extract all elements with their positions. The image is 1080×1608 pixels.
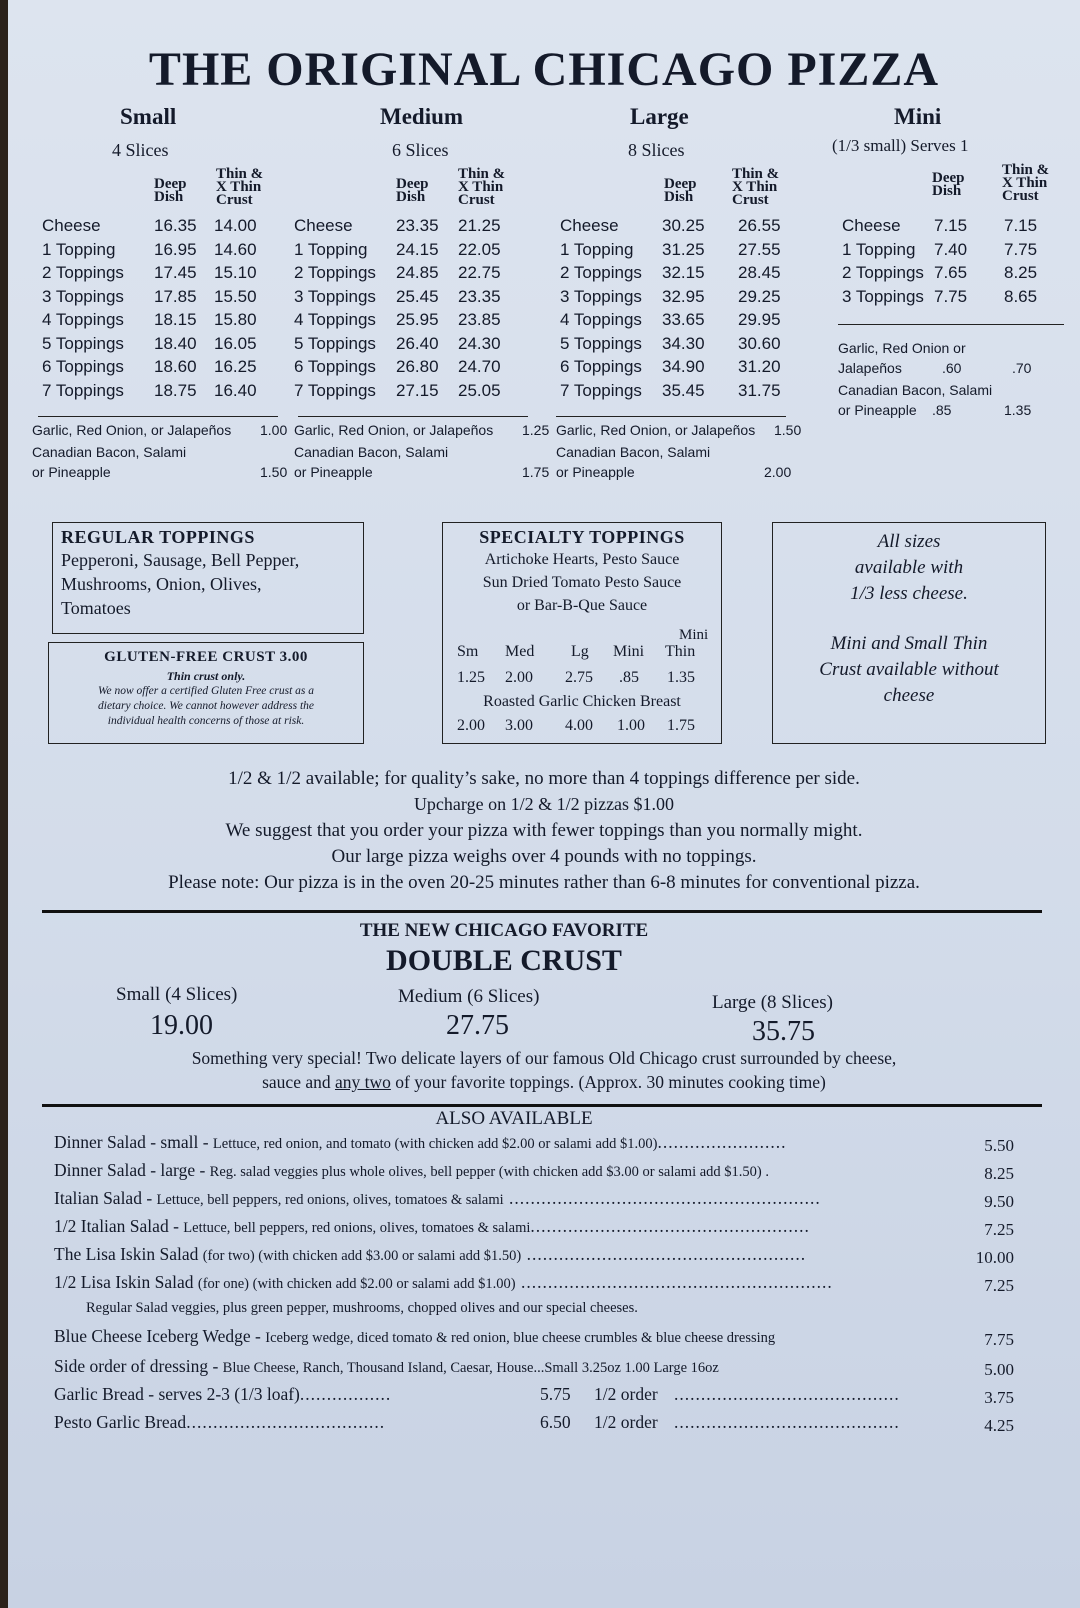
- menu-item: Pesto Garlic Bread..................................... 6.50 1/2 order .......................................... 4.25: [54, 1412, 1014, 1435]
- thin-crust-header: Thin & X Thin Crust: [458, 166, 506, 208]
- specialty-toppings-box: SPECIALTY TOPPINGS Artichoke Hearts, Pesto Sauce Sun Dried Tomato Pesto Sauce or Bar-B-Que Sauce Mini Sm Med Lg Mini Thin 1.25 2.00 2.75 .85 1.35 Roasted Garlic Chicken Breast 2.00 3.00 4.00 1.00 1.75: [442, 522, 722, 744]
- also-available-title: ALSO AVAILABLE: [435, 1108, 593, 1129]
- deep-dish-header: Deep Dish: [664, 176, 697, 205]
- double-crust-kicker: THE NEW CHICAGO FAVORITE: [359, 920, 649, 941]
- thin-crust-header: Thin & X Thin Crust: [216, 166, 264, 208]
- double-crust-price-large: 35.75: [752, 1016, 815, 1047]
- double-crust-size-large: Large (8 Slices): [712, 992, 833, 1013]
- menu-item: The Lisa Iskin Salad (for two) (with chicken add $3.00 or salami add $1.50) .................................................... 10.00: [54, 1244, 1014, 1267]
- size-slices: 8 Slices: [628, 140, 685, 160]
- double-crust-price-small: 19.00: [150, 1010, 213, 1041]
- divider: [38, 416, 278, 417]
- menu-item: Dinner Salad - large - Reg. salad veggies plus whole olives, bell pepper (with chicken add $3.00 or salami add $1.50) . 8.25: [54, 1160, 1014, 1183]
- menu-item: Side order of dressing - Blue Cheese, Ranch, Thousand Island, Caesar, House...Small 3.25oz 1.00 Large 16oz 5.00: [54, 1356, 1014, 1379]
- info-line: We suggest that you order your pizza with fewer toppings than you normally might.: [225, 820, 863, 841]
- section-divider: [42, 1104, 1042, 1107]
- regular-toppings-line: Mushrooms, Onion, Olives,: [61, 574, 262, 594]
- specialty-line: Artichoke Hearts, Pesto Sauce: [484, 551, 680, 568]
- divider: [298, 416, 528, 417]
- divider: [838, 324, 1064, 325]
- note-line: available with: [854, 557, 964, 578]
- regular-toppings-line: Tomatoes: [61, 598, 131, 618]
- size-name: Small: [120, 104, 177, 129]
- regular-toppings-box: [52, 522, 364, 634]
- gluten-free-note: individual health concerns of those at risk.: [107, 715, 305, 727]
- specialty-toppings-title: SPECIALTY TOPPINGS: [479, 527, 685, 547]
- size-slices: 6 Slices: [392, 140, 449, 160]
- menu-item: Italian Salad - Lettuce, bell peppers, red onions, olives, tomatoes & salami .......................................................... 9.50: [54, 1188, 1014, 1211]
- specialty-line: Sun Dried Tomato Pesto Sauce: [482, 574, 682, 591]
- double-crust-desc: Something very special! Two delicate layers of our famous Old Chicago crust surrounded by cheese,: [191, 1048, 897, 1068]
- note-line: All sizes: [877, 531, 941, 552]
- note-line: Mini and Small Thin: [830, 633, 988, 654]
- deep-dish-header: Deep Dish: [154, 176, 187, 205]
- size-name: Large: [630, 104, 689, 129]
- regular-toppings-line: Pepperoni, Sausage, Bell Pepper,: [61, 550, 300, 570]
- note-line: 1/3 less cheese.: [850, 583, 968, 604]
- specialty-line: or Bar-B-Que Sauce: [516, 597, 648, 614]
- double-crust-price-medium: 27.75: [446, 1010, 509, 1041]
- menu-item: 1/2 Italian Salad - Lettuce, bell peppers, red onions, olives, tomatoes & salami.................................................... 7.25: [54, 1216, 1014, 1239]
- info-line: Upcharge on 1/2 & 1/2 pizzas $1.00: [413, 794, 675, 814]
- gluten-free-note: dietary choice. We cannot however address the: [98, 700, 314, 712]
- note-line: cheese: [883, 685, 935, 706]
- menu-item: Garlic Bread - serves 2-3 (1/3 loaf)................. 5.75 1/2 order .......................................... 3.75: [54, 1384, 1014, 1407]
- menu-item: Blue Cheese Iceberg Wedge - Iceberg wedge, diced tomato & red onion, blue cheese crumbles & blue cheese dressing 7.75: [54, 1326, 1014, 1349]
- deep-dish-header: Deep Dish: [396, 176, 429, 205]
- info-line: Please note: Our pizza is in the oven 20-25 minutes rather than 6-8 minutes for conventional pizza.: [168, 872, 920, 893]
- cheese-notes-box: [772, 522, 1046, 744]
- gluten-free-box: [48, 642, 364, 744]
- size-slices: 4 Slices: [112, 140, 169, 160]
- size-name: Medium: [380, 104, 464, 129]
- menu-item: Dinner Salad - small - Lettuce, red onion, and tomato (with chicken add $2.00 or salami add $1.00)........................ 5.50: [54, 1132, 1014, 1155]
- thin-crust-header: Thin & X Thin Crust: [1002, 162, 1050, 204]
- double-crust-title: DOUBLE CRUST: [386, 944, 622, 977]
- double-crust-size-medium: Medium (6 Slices): [398, 986, 540, 1007]
- menu-page: THE ORIGINAL CHICAGO PIZZA Small 4 Slices Deep Dish Thin & X Thin Crust Cheese 16.35 14.00 1 Topping 16.95 14.60 2 Toppings 17.45 15.10 3 Toppings 17.85 15.50 4 Toppings 18.15 15.80 5 Toppings 18.40 16.05 6 Toppings 18.60 16.25 7 Toppings 18.75 16.40 Garlic, Red Onion, or Jalapeños 1.00 Canadian Bacon, Salami or Pineapple 1.50 Medium 6 Slices Deep Dish Thin & X Thin Crust Cheese 23.35 21.25 1 Topping 24.15 22.05 2 Toppings 24.85 22.75 3 Toppings 25.45 23.35 4 Toppings 25.95 23.85 5 Toppings 26.40 24.30 6 Toppings 26.80 24.70 7 Toppings 27.15 25.05 Garlic, Red Onion, or Jalapeños 1.25 Canadian Bacon, Salami or Pineapple 1.75 Large 8 Slices Deep Dish Thin & X Thin Crust Cheese 30.25 26.55 1 Topping 31.25 27.55 2 Toppings 32.15 28.45 3 Toppings 32.95 29.25 4 Toppings 33.65 29.95 5 Toppings 34.30 30.60 6 Toppings 34.90 31.20 7 Toppings 35.45 31.75 Garlic, Red Onion, or Jalapeños 1.50 Canadian Bacon, Salami or Pineapple 2.00 Mini (1/3 small) Serves 1 Deep Dish Thin & X Thin Crust Cheese 7.15 7.15 1 Topping 7.40 7.75 2 Toppings 7.65 8.25 3 Toppings 7.75 8.65 Garlic, Red Onion or Jalapeños .60 .70 Canadian Bacon, Salami or Pineapple .85 1.35 REGULAR TOPPINGS Pepperoni, Sausage, Bell Pepper, Mushrooms, Onion, Olives, Tomatoes GLUTEN-FREE CRUST 3.00 Thin crust only. We now offer a certified Gluten Free crust as a dietary choice. We cannot however address the individual health concerns of those at risk. SPECIALTY TOPPINGS Artichoke Hearts, Pesto Sauce Sun Dried Tomato Pesto Sauce or Bar-B-Que Sauce Mini Sm Med Lg Mini Thin 1.25 2.00 2.75 .85 1.35 Roasted Garlic Chicken Breast 2.00 3.00 4.00 1.00 1.75 All sizes available with 1/3 less cheese. Mini and Small Thin Crust available without cheese 1/2 & 1/2 available; for quality’s sake, no more than 4 toppings difference per side. Upcharge on 1/2 & 1/2 pizzas $1.00 We suggest that you order your pizza with fewer toppings than you normally might. Our large pizza weighs over 4 pounds with no toppings. Please note: Our pizza is in the oven 20-25 minutes rather than 6-8 minutes for conventional pizza. THE NEW CHICAGO FAVORITE DOUBLE CRUST Small (4 Slices) 19.00 Medium (6 Slices) 27.75 Large (8 Slices) 35.75 Something very special! Two delicate layers of our famous Old Chicago crust surrounded by cheese, sauce and any two of your favorite toppings. (Approx. 30 minutes cooking time) ALSO AVAILABLE Dinner Salad - small - Lettuce, red onion, and tomato (with chicken add $2.00 or salami add $1.00)........................ 5.50 Dinner Salad - large - Reg. salad veggies plus whole olives, bell pepper (with chicken add $3.00 or salami add $1.50) . 8.25 Italian Salad - Lettuce, bell peppers, red onions, olives, tomatoes & salami .......................................................... 9.50 1/2 Italian Salad - Lettuce, bell peppers, red onions, olives, tomatoes & salami.................................................... 7.25 The Lisa Iskin Salad (for two) (with chicken add $3.00 or salami add $1.50) .................................................... 10.00 1/2 Lisa Iskin Salad (for one) (with chicken add $2.00 or salami add $1.00) .......................................................... 7.25 Regular Salad veggies, plus green pepper, mushrooms, chopped olives and our special cheeses. Blue Cheese Iceberg Wedge - Iceberg wedge, diced tomato & red onion, blue cheese crumbles & blue cheese dressing 7.75 Side order of dressing - Blue Cheese, Ranch, Thousand Island, Caesar, House...Small 3.25oz 1.00 Large 16oz 5.00 Garlic Bread - serves 2-3 (1/3 loaf)................. 5.75 1/2 order .......................................... 3.75 Pesto Garlic Bread..................................... 6.50 1/2 order .......................................... 4.25: [8, 0, 1080, 1608]
- mini-thin-top-label: Mini: [679, 627, 709, 643]
- lisa-salad-note: Regular Salad veggies, plus green pepper, mushrooms, chopped olives and our special cheeses.: [86, 1300, 638, 1316]
- size-name: Mini: [894, 104, 942, 129]
- gluten-free-title: GLUTEN-FREE CRUST 3.00: [104, 649, 308, 665]
- regular-toppings-title: REGULAR TOPPINGS: [61, 527, 255, 547]
- menu-item: 1/2 Lisa Iskin Salad (for one) (with chicken add $2.00 or salami add $1.00) .......................................................... 7.25: [54, 1272, 1014, 1295]
- double-crust-size-small: Small (4 Slices): [116, 984, 238, 1005]
- gluten-free-note: We now offer a certified Gluten Free crust as a: [97, 685, 315, 697]
- divider: [556, 416, 786, 417]
- thin-crust-header: Thin & X Thin Crust: [732, 166, 780, 208]
- size-slices: (1/3 small) Serves 1: [832, 136, 969, 155]
- double-crust-desc-2: sauce and any two of your favorite toppings. (Approx. 30 minutes cooking time): [262, 1072, 826, 1092]
- info-line: 1/2 & 1/2 available; for quality’s sake, no more than 4 toppings difference per side.: [228, 768, 860, 789]
- chicken-breast-label: Roasted Garlic Chicken Breast: [483, 693, 681, 710]
- note-line: Crust available without: [819, 659, 999, 680]
- deep-dish-header: Deep Dish: [932, 170, 965, 199]
- info-line: Our large pizza weighs over 4 pounds with no toppings.: [331, 846, 757, 867]
- gluten-free-subtitle: Thin crust only.: [166, 669, 246, 683]
- menu-title: THE ORIGINAL CHICAGO PIZZA: [148, 43, 940, 96]
- section-divider: [42, 910, 1042, 913]
